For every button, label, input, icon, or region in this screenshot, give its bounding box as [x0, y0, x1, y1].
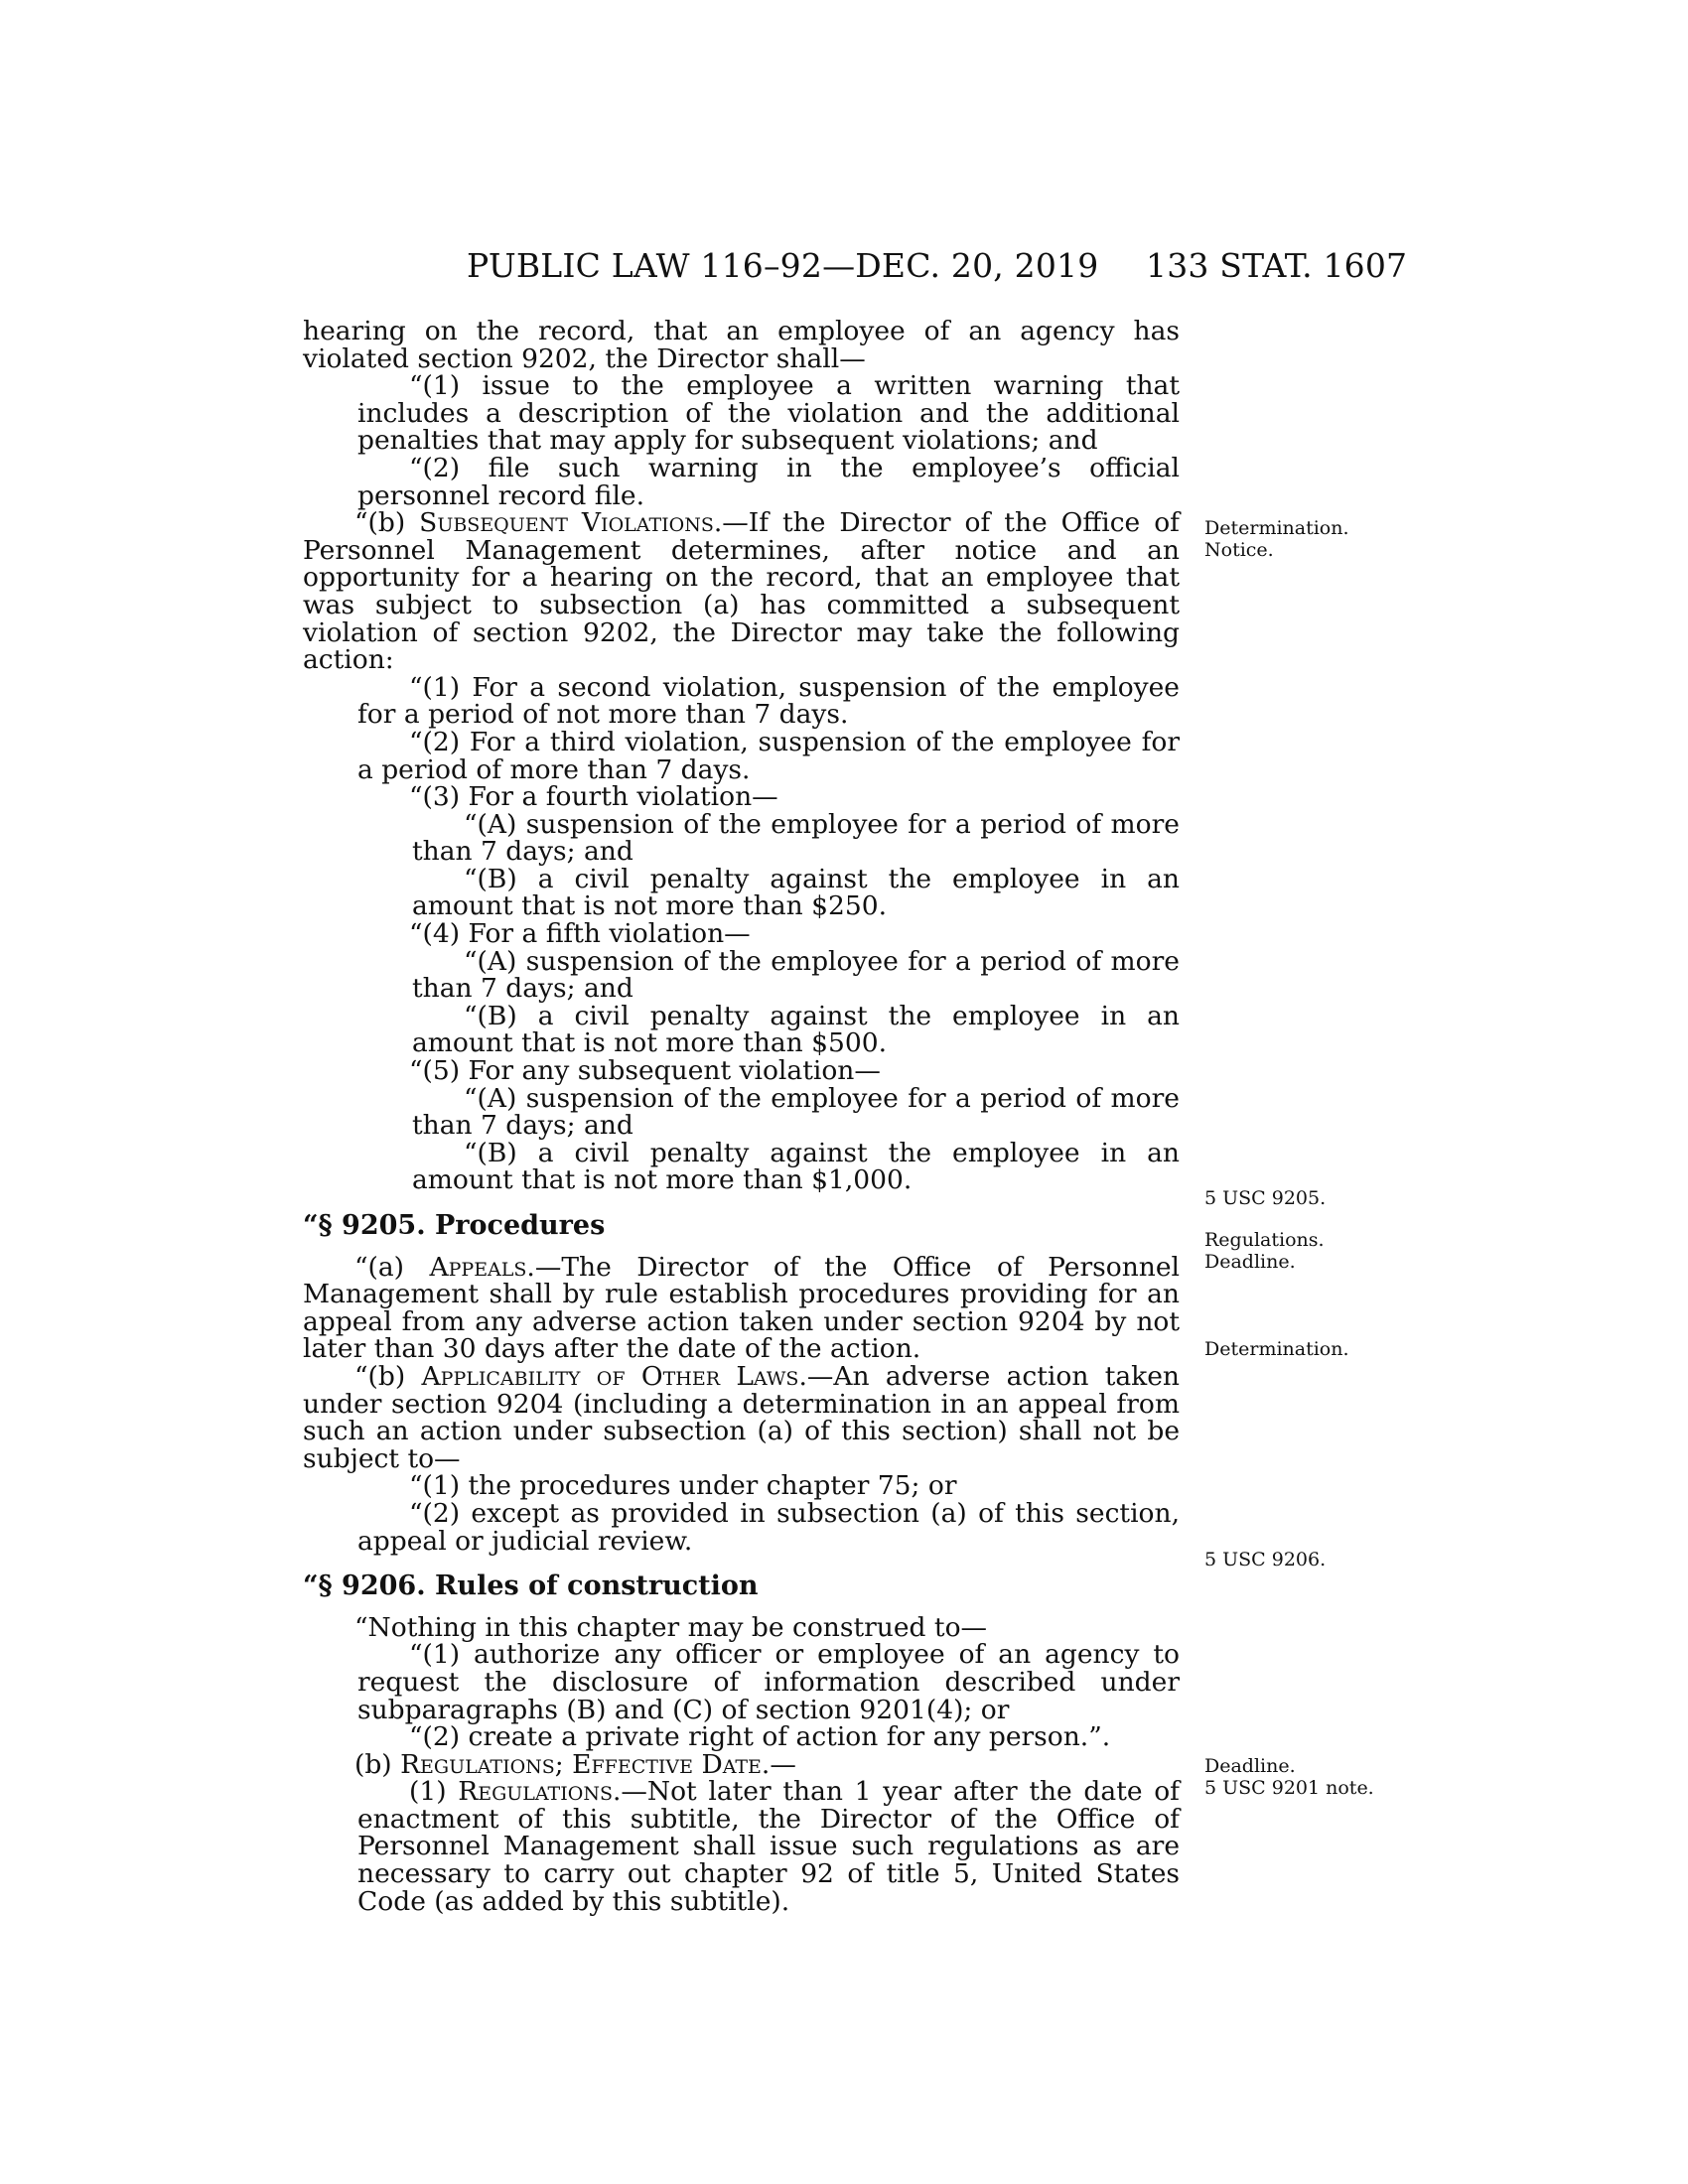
paragraph: “(A) suspension of the employee for a period of more than 7 days; and	[412, 945, 1180, 1005]
paragraph: “(2) create a private right of action for any person.”.	[409, 1721, 1111, 1753]
paragraph: “(b) Applicability of Other Laws.—An adverse action taken under section 9204 (including a determination in an appeal from such an action under subsection (a) of this section) shall not be subject to—	[303, 1360, 1180, 1474]
paragraph: “(A) suspension of the employee for a period of more than 7 days; and	[412, 808, 1180, 868]
paragraph: “(1) authorize any officer or employee of an agency to request the disclosure of information described under subparagraphs (B) and (C) of section 9201(4); or	[357, 1639, 1180, 1725]
running-header-left: PUBLIC LAW 116–92—DEC. 20, 2019	[467, 246, 1099, 285]
paragraph: “(B) a civil penalty against the employee in an amount that is not more than $500.	[412, 1000, 1180, 1059]
margin-note: 5 USC 9201 note.	[1204, 1777, 1374, 1799]
paragraph: “(B) a civil penalty against the employee in an amount that is not more than $1,000.	[412, 1137, 1180, 1196]
margin-note: Determination.	[1204, 1338, 1349, 1360]
section-heading-9205: “§ 9205. Procedures	[303, 1210, 606, 1241]
body-text	[303, 318, 1180, 1915]
paragraph: “(b) Subsequent Violations.—If the Director of the Office of Personnel Management determines, after notice and an opportunity for a hearing on the record, that an employee that was subject to subsection (a) has committed a subsequent violation of section 9202, the Director may take the following action:	[303, 507, 1180, 676]
page-number: 133 STAT. 1607	[1146, 246, 1408, 285]
subsection-heading: Regulations	[458, 1776, 613, 1808]
paragraph: “(2) file such warning in the employee’s official personnel record file.	[357, 452, 1180, 511]
paragraph: “Nothing in this chapter may be construed to—	[354, 1611, 988, 1643]
subsection-heading: Appeals	[429, 1251, 527, 1283]
paragraph: “(4) For a fifth violation—	[409, 918, 751, 950]
margin-note: Deadline.	[1204, 1251, 1296, 1273]
margin-note: Determination.	[1204, 517, 1349, 539]
subsection-heading: Applicability of Other Laws	[421, 1360, 799, 1392]
paragraph: “(5) For any subsequent violation—	[409, 1055, 881, 1087]
paragraph: hearing on the record, that an employee of an agency has violated section 9202, the Director shall—	[303, 316, 1180, 374]
section-heading-9206: “§ 9206. Rules of construction	[303, 1570, 759, 1602]
margin-note: Regulations.	[1204, 1229, 1325, 1251]
margin-note: Deadline.	[1204, 1755, 1296, 1777]
paragraph: “(a) Appeals.—The Director of the Office of Personnel Management shall by rule establish procedures providing for an appeal from any adverse action taken under section 9204 by not later than 30 days after the date of the action.	[303, 1251, 1180, 1365]
paragraph: (b) Regulations; Effective Date.—	[354, 1748, 796, 1780]
margin-note: Notice.	[1204, 539, 1274, 561]
margin-note: 5 USC 9205.	[1204, 1187, 1327, 1209]
paragraph: “(3) For a fourth violation—	[409, 781, 778, 813]
paragraph: “(1) issue to the employee a written warning that includes a description of the violation and the additional penalties that may apply for subsequent violations; and	[357, 370, 1180, 457]
paragraph: “(1) For a second violation, suspension of the employee for a period of not more than 7 days.	[357, 671, 1180, 731]
paragraph: “(1) the procedures under chapter 75; or	[409, 1470, 957, 1502]
paragraph: “(2) For a third violation, suspension of the employee for a period of more than 7 days.	[357, 726, 1180, 785]
paragraph: “(B) a civil penalty against the employee in an amount that is not more than $250.	[412, 863, 1180, 922]
subsection-heading: Subsequent Violations	[419, 507, 714, 539]
paragraph: “(A) suspension of the employee for a period of more than 7 days; and	[412, 1082, 1180, 1142]
paragraph: “(2) except as provided in subsection (a) of this section, appeal or judicial review.	[357, 1497, 1180, 1557]
paragraph: (1) Regulations.—Not later than 1 year after the date of enactment of this subtitle, the Director of the Office of Personnel Management shall issue such regulations as are necessary to carry out chapter 92 of title 5, United States Code (as added by this subtitle).	[357, 1776, 1180, 1917]
margin-note: 5 USC 9206.	[1204, 1549, 1327, 1570]
subsection-heading: Regulations; Effective Date	[400, 1748, 762, 1780]
